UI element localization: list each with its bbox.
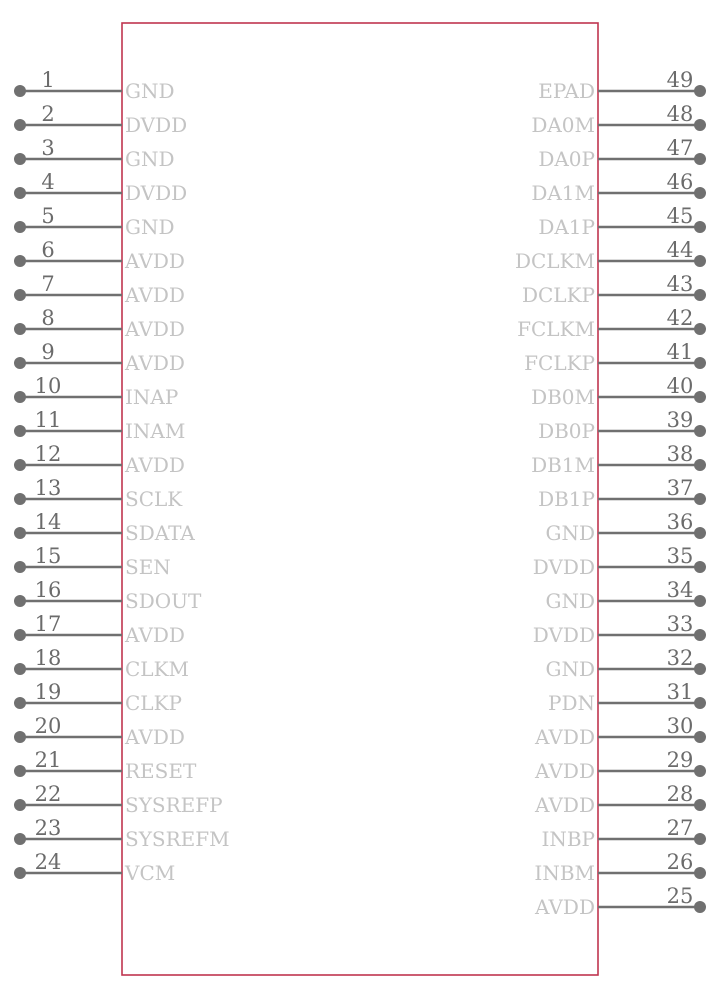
pin-49 <box>538 68 706 103</box>
pin-name: AVDD <box>125 351 185 375</box>
pin-dot <box>694 765 706 777</box>
pin-name: AVDD <box>125 725 185 749</box>
pin-number: 11 <box>34 408 62 432</box>
pin-5 <box>14 204 175 239</box>
pin-38 <box>531 442 706 477</box>
right-pin-group <box>515 68 706 919</box>
pin-name: AVDD <box>125 283 185 307</box>
pin-dot <box>694 187 706 199</box>
pin-name: AVDD <box>125 249 185 273</box>
pin-name: INAM <box>125 419 186 443</box>
pin-number: 25 <box>666 884 694 908</box>
pin-name: SEN <box>125 555 171 579</box>
pin-name: VCM <box>125 861 176 885</box>
pin-name: DA1M <box>531 181 595 205</box>
pin-number: 44 <box>666 238 694 262</box>
pin-number: 45 <box>666 204 694 228</box>
pin-name: FCLKM <box>517 317 595 341</box>
pin-28 <box>534 782 706 817</box>
pin-number: 22 <box>34 782 62 806</box>
pin-10 <box>14 374 178 409</box>
pin-dot <box>14 289 26 301</box>
pin-name: AVDD <box>125 623 185 647</box>
pin-name: DCLKP <box>521 283 595 307</box>
pin-number: 4 <box>41 170 55 194</box>
pin-dot <box>14 799 26 811</box>
pin-dot <box>14 833 26 845</box>
pin-number: 32 <box>666 646 694 670</box>
pin-29 <box>534 748 706 783</box>
pin-name: INBM <box>534 861 595 885</box>
pin-dot <box>694 561 706 573</box>
pin-39 <box>538 408 706 443</box>
pin-35 <box>533 544 706 579</box>
pin-dot <box>694 85 706 97</box>
pin-9 <box>14 340 185 375</box>
pin-dot <box>694 833 706 845</box>
pin-dot <box>694 697 706 709</box>
pin-47 <box>538 136 706 171</box>
pin-number: 39 <box>666 408 694 432</box>
pin-name: DVDD <box>532 623 595 647</box>
pin-33 <box>533 612 706 647</box>
pin-16 <box>14 578 202 613</box>
pin-number: 5 <box>41 204 55 228</box>
pin-number: 8 <box>41 306 55 330</box>
pin-number: 31 <box>666 680 694 704</box>
pin-dot <box>694 629 706 641</box>
pin-27 <box>541 816 706 851</box>
pin-name: SYSREFM <box>125 827 230 851</box>
pin-number: 13 <box>34 476 62 500</box>
pin-dot <box>14 187 26 199</box>
pin-number: 36 <box>666 510 694 534</box>
pin-4 <box>14 170 187 205</box>
pin-number: 38 <box>666 442 694 466</box>
pin-number: 3 <box>41 136 55 160</box>
pin-name: GND <box>125 215 175 239</box>
pin-number: 48 <box>666 102 694 126</box>
pin-name: PDN <box>548 691 595 715</box>
pin-14 <box>14 510 195 545</box>
pin-dot <box>14 561 26 573</box>
pin-number: 46 <box>666 170 694 194</box>
pin-number: 42 <box>666 306 694 330</box>
pin-name: GND <box>545 589 595 613</box>
pin-dot <box>694 357 706 369</box>
pin-dot <box>14 357 26 369</box>
pin-dot <box>694 731 706 743</box>
pin-dot <box>14 221 26 233</box>
pin-dot <box>14 595 26 607</box>
pin-number: 26 <box>666 850 694 874</box>
pin-name: AVDD <box>535 725 595 749</box>
pin-number: 34 <box>666 578 694 602</box>
pin-dot <box>14 119 26 131</box>
pin-number: 24 <box>34 850 62 874</box>
pin-43 <box>522 272 706 307</box>
pin-dot <box>14 663 26 675</box>
pin-name: CLKP <box>125 691 182 715</box>
pin-name: SDATA <box>125 521 195 545</box>
pin-dot <box>694 595 706 607</box>
pin-12 <box>14 442 185 477</box>
pin-number: 20 <box>34 714 62 738</box>
pin-dot <box>694 255 706 267</box>
pin-number: 49 <box>666 68 694 92</box>
pin-name: DB0M <box>531 385 595 409</box>
pin-40 <box>531 374 706 409</box>
pin-34 <box>545 578 706 613</box>
pin-name: SCLK <box>125 487 183 511</box>
pin-number: 41 <box>666 340 694 364</box>
pin-25 <box>534 884 706 919</box>
pin-dot <box>694 901 706 913</box>
pin-42 <box>517 306 706 341</box>
pin-1 <box>14 68 175 103</box>
pin-number: 19 <box>34 680 62 704</box>
pin-name: INBP <box>541 827 595 851</box>
pin-dot <box>694 799 706 811</box>
pin-name: DB1M <box>531 453 595 477</box>
pin-name: AVDD <box>535 759 595 783</box>
pin-number: 12 <box>34 442 62 466</box>
pin-name: DVDD <box>125 181 188 205</box>
pin-number: 16 <box>34 578 62 602</box>
pin-number: 37 <box>666 476 694 500</box>
pin-number: 33 <box>666 612 694 636</box>
pin-number: 9 <box>41 340 55 364</box>
pin-21 <box>14 748 197 783</box>
pin-dot <box>14 731 26 743</box>
pin-name: GND <box>125 79 175 103</box>
pin-name: SYSREFP <box>125 793 223 817</box>
pin-dot <box>14 697 26 709</box>
pin-dot <box>694 867 706 879</box>
pin-dot <box>694 527 706 539</box>
pin-number: 30 <box>666 714 694 738</box>
pin-name: DVDD <box>532 555 595 579</box>
pin-number: 6 <box>41 238 55 262</box>
pin-32 <box>545 646 706 681</box>
pin-30 <box>534 714 706 749</box>
pin-number: 10 <box>34 374 62 398</box>
pin-name: DVDD <box>125 113 188 137</box>
pin-number: 7 <box>41 272 55 296</box>
pin-22 <box>14 782 223 817</box>
pin-dot <box>14 323 26 335</box>
pin-dot <box>14 391 26 403</box>
pin-13 <box>14 476 183 511</box>
pin-name: GND <box>125 147 175 171</box>
pin-name: EPAD <box>538 79 595 103</box>
pin-number: 29 <box>666 748 694 772</box>
pin-name: AVDD <box>125 317 185 341</box>
pin-19 <box>14 680 182 715</box>
pin-7 <box>14 272 185 307</box>
pin-name: DA0M <box>531 113 595 137</box>
pin-number: 15 <box>34 544 62 568</box>
pin-number: 21 <box>34 748 62 772</box>
pin-8 <box>14 306 185 341</box>
pin-48 <box>531 102 706 137</box>
pin-dot <box>694 493 706 505</box>
pin-number: 17 <box>34 612 62 636</box>
pin-name: SDOUT <box>125 589 202 613</box>
pin-dot <box>14 629 26 641</box>
pin-name: GND <box>545 521 595 545</box>
pin-dot <box>694 153 706 165</box>
pin-name: RESET <box>125 759 197 783</box>
pin-36 <box>545 510 706 545</box>
pin-number: 47 <box>666 136 694 160</box>
pin-dot <box>14 459 26 471</box>
pin-name: DCLKM <box>514 249 595 273</box>
pin-name: FCLKP <box>524 351 595 375</box>
pin-name: CLKM <box>125 657 190 681</box>
pin-name: INAP <box>125 385 179 409</box>
pin-dot <box>694 221 706 233</box>
pin-44 <box>515 238 706 273</box>
pin-24 <box>14 850 175 885</box>
pin-name: DA0P <box>538 147 595 171</box>
pin-dot <box>14 527 26 539</box>
pin-45 <box>538 204 706 239</box>
pin-number: 18 <box>34 646 62 670</box>
pin-31 <box>548 680 706 715</box>
pin-3 <box>14 136 175 171</box>
pin-name: DB1P <box>538 487 595 511</box>
pin-dot <box>694 289 706 301</box>
pin-46 <box>531 170 706 205</box>
pin-41 <box>524 340 706 375</box>
pin-name: DB0P <box>538 419 595 443</box>
pin-dot <box>694 119 706 131</box>
pin-20 <box>14 714 185 749</box>
pin-name: AVDD <box>535 793 595 817</box>
pin-15 <box>14 544 171 579</box>
pin-name: DA1P <box>538 215 595 239</box>
pin-17 <box>14 612 185 647</box>
pin-26 <box>534 850 706 885</box>
pin-6 <box>14 238 185 273</box>
pin-dot <box>694 391 706 403</box>
pin-dot <box>14 85 26 97</box>
pin-18 <box>14 646 189 681</box>
pin-dot <box>14 255 26 267</box>
pin-number: 23 <box>34 816 62 840</box>
pin-dot <box>694 459 706 471</box>
pin-name: AVDD <box>125 453 185 477</box>
pin-number: 43 <box>666 272 694 296</box>
pin-11 <box>14 408 185 443</box>
pin-dot <box>14 867 26 879</box>
pin-number: 14 <box>34 510 62 534</box>
pin-number: 35 <box>666 544 694 568</box>
pin-2 <box>14 102 187 137</box>
pin-name: AVDD <box>535 895 595 919</box>
pin-number: 2 <box>41 102 55 126</box>
pin-dot <box>14 493 26 505</box>
pin-number: 27 <box>666 816 694 840</box>
pin-number: 40 <box>666 374 694 398</box>
pin-number: 1 <box>41 68 55 92</box>
pin-number: 28 <box>666 782 694 806</box>
pin-dot <box>14 153 26 165</box>
pin-dot <box>694 425 706 437</box>
pin-37 <box>538 476 706 511</box>
pin-dot <box>14 765 26 777</box>
pin-dot <box>694 663 706 675</box>
pin-name: GND <box>545 657 595 681</box>
pin-dot <box>694 323 706 335</box>
pin-dot <box>14 425 26 437</box>
